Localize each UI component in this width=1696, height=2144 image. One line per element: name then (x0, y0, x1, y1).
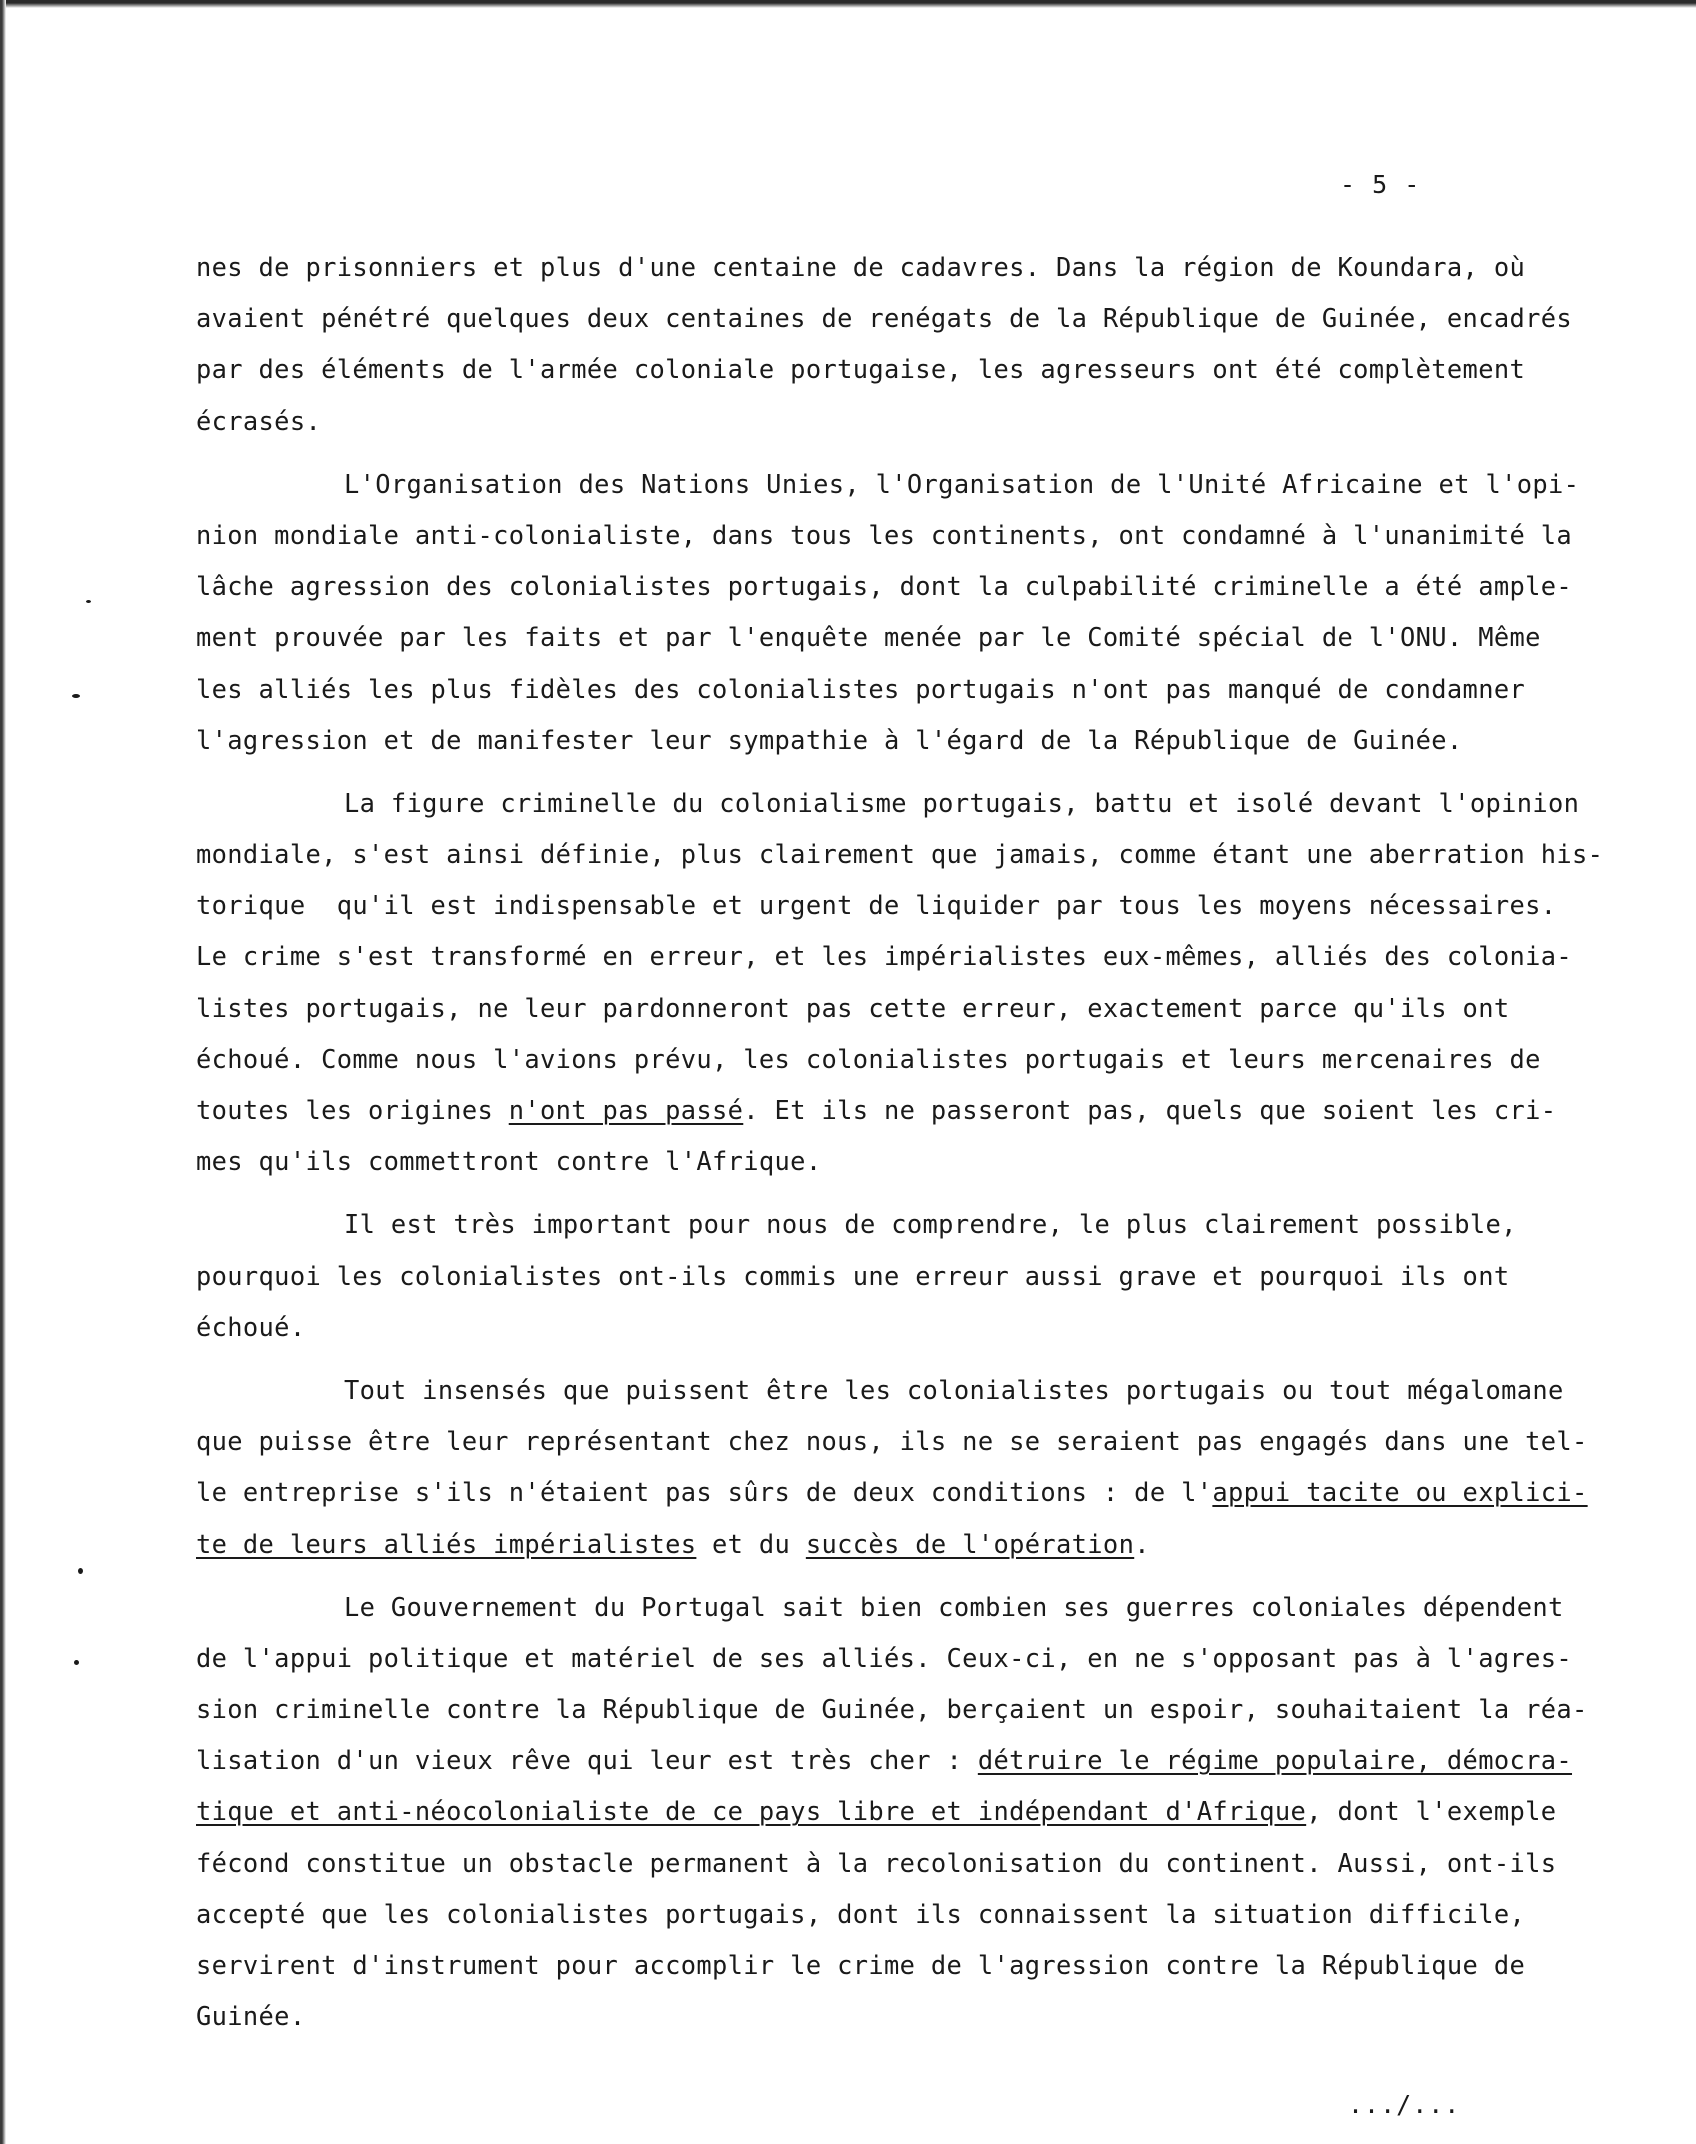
text-line (196, 983, 1616, 1034)
text-segment: l'agression et de manifester leur sympathie à l'égard de la République de Guinée. (196, 724, 1463, 755)
underlined-text: détruire le régime populaire, démocra- (977, 1745, 1573, 1776)
text-line (196, 612, 1616, 663)
scan-speck (86, 600, 91, 603)
text-line (196, 778, 1616, 829)
paragraph (196, 1365, 1616, 1570)
paragraph (196, 1582, 1616, 2043)
text-segment: échoué. Comme nous l'avions prévu, les colonialistes portugais et leurs mercenaires de (196, 1043, 1541, 1074)
scan-speck (74, 1660, 79, 1665)
text-segment: , dont l'exemple (1306, 1796, 1557, 1827)
text-segment: La figure criminelle du colonialisme portugais, battu et isolé devant l'opinion (344, 787, 1580, 818)
text-line (196, 293, 1616, 344)
text-line (196, 880, 1616, 931)
text-line (196, 1633, 1616, 1684)
underlined-text: succès de l'opération (805, 1528, 1135, 1559)
text-segment: de l'appui politique et matériel de ses alliés. Ceux-ci, en ne s'opposant pas à l'agres- (196, 1642, 1573, 1673)
text-line (196, 1838, 1616, 1889)
text-line (196, 829, 1616, 880)
text-segment: mondiale, s'est ainsi définie, plus clairement que jamais, comme étant une aberration his- (196, 839, 1604, 870)
text-line (196, 1199, 1616, 1250)
text-segment: Il est très important pour nous de comprendre, le plus clairement possible, (344, 1209, 1517, 1240)
text-segment: toutes les origines (196, 1095, 509, 1125)
text-segment: nion mondiale anti-colonialiste, dans tous les continents, ont condamné à l'unanimité la (196, 519, 1573, 550)
text-line (196, 1940, 1616, 1991)
underlined-text: n'ont pas passé (508, 1095, 744, 1125)
text-segment: par des éléments de l'armée coloniale portugaise, les agresseurs ont été complètement (196, 354, 1526, 385)
text-segment: listes portugais, ne leur pardonneront pas cette erreur, exactement parce qu'ils ont (196, 992, 1510, 1023)
text-segment: torique qu'il est indispensable et urgent de liquider par tous les moyens nécessaires. (196, 890, 1557, 921)
text-line (196, 1365, 1616, 1416)
text-line (196, 1735, 1616, 1786)
text-line (196, 561, 1616, 612)
text-segment: les alliés les plus fidèles des colonialistes portugais n'ont pas manqué de condamner (196, 673, 1526, 704)
text-line (196, 1034, 1616, 1085)
continuation-mark: .../... (1348, 2090, 1461, 2119)
text-line (196, 396, 1616, 447)
text-line (196, 1684, 1616, 1735)
text-line (196, 1786, 1616, 1837)
paragraph (196, 778, 1616, 1188)
text-segment: et du (696, 1528, 806, 1559)
text-line (196, 1991, 1616, 2042)
underlined-text: appui tacite ou explici- (1212, 1477, 1588, 1508)
text-segment: mes qu'ils commettront contre l'Afrique. (196, 1146, 822, 1177)
text-line (196, 1085, 1616, 1136)
scan-edge-left (0, 0, 6, 2144)
text-segment: nes de prisonniers et plus d'une centaine de cadavres. Dans la région de Koundara, où (196, 252, 1526, 282)
text-segment: . (1134, 1528, 1150, 1559)
text-line (196, 459, 1616, 510)
paragraph (196, 459, 1616, 766)
page-number: - 5 - (1340, 170, 1421, 199)
text-segment: écrasés. (196, 405, 322, 436)
text-segment: le entreprise s'ils n'étaient pas sûrs de deux conditions : de l' (196, 1477, 1213, 1508)
paragraph (196, 1199, 1616, 1353)
text-line (196, 664, 1616, 715)
text-segment: lâche agression des colonialistes portugais, dont la culpabilité criminelle a été ample- (196, 571, 1573, 602)
text-segment: que puisse être leur représentant chez nous, ils ne se seraient pas engagés dans une tel- (196, 1426, 1588, 1457)
text-segment: Guinée. (196, 2001, 306, 2032)
text-line (196, 1467, 1616, 1518)
scan-speck (72, 694, 80, 698)
text-segment: échoué. (196, 1311, 306, 1342)
text-line (196, 931, 1616, 982)
text-line (196, 242, 1616, 293)
underlined-text: tique et anti-néocolonialiste de ce pays libre et indépendant d'Afrique (196, 1796, 1307, 1827)
text-line (196, 1519, 1616, 1570)
text-segment: fécond constitue un obstacle permanent à la recolonisation du continent. Aussi, ont-ils (196, 1847, 1557, 1878)
text-line (196, 344, 1616, 395)
text-line (196, 1136, 1616, 1187)
underlined-text: te de leurs alliés impérialistes (196, 1528, 697, 1559)
text-segment: ment prouvée par les faits et par l'enquête menée par le Comité spécial de l'ONU. Même (196, 622, 1541, 653)
text-line (196, 510, 1616, 561)
text-segment: lisation d'un vieux rêve qui leur est très cher : (196, 1745, 978, 1776)
text-segment: sion criminelle contre la République de Guinée, berçaient un espoir, souhaitaient la réa- (196, 1694, 1588, 1725)
text-segment: avaient pénétré quelques deux centaines de renégats de la République de Guinée, encadrés (196, 303, 1573, 334)
text-segment: . Et ils ne passeront pas, quels que soient les cri- (743, 1095, 1557, 1125)
text-line (196, 1416, 1616, 1467)
text-segment: L'Organisation des Nations Unies, l'Organisation de l'Unité Africaine et l'opi- (344, 468, 1580, 499)
text-line (196, 1582, 1616, 1633)
text-segment: pourquoi les colonialistes ont-ils commis une erreur aussi grave et pourquoi ils ont (196, 1260, 1510, 1291)
scan-speck (78, 1568, 83, 1574)
text-segment: Le Gouvernement du Portugal sait bien combien ses guerres coloniales dépendent (344, 1591, 1564, 1622)
text-segment: accepté que les colonialistes portugais, dont ils connaissent la situation difficile, (196, 1898, 1526, 1929)
text-segment: Tout insensés que puissent être les colonialistes portugais ou tout mégalomane (344, 1374, 1564, 1405)
paragraph (196, 242, 1616, 447)
text-line (196, 1302, 1616, 1353)
text-line (196, 715, 1616, 766)
text-line (196, 1889, 1616, 1940)
text-line (196, 1251, 1616, 1302)
document-body (196, 242, 1616, 2042)
scan-edge-top (0, 0, 1696, 8)
text-segment: Le crime s'est transformé en erreur, et les impérialistes eux-mêmes, alliés des colonia- (196, 941, 1573, 972)
text-segment: servirent d'instrument pour accomplir le crime de l'agression contre la République de (196, 1950, 1526, 1980)
